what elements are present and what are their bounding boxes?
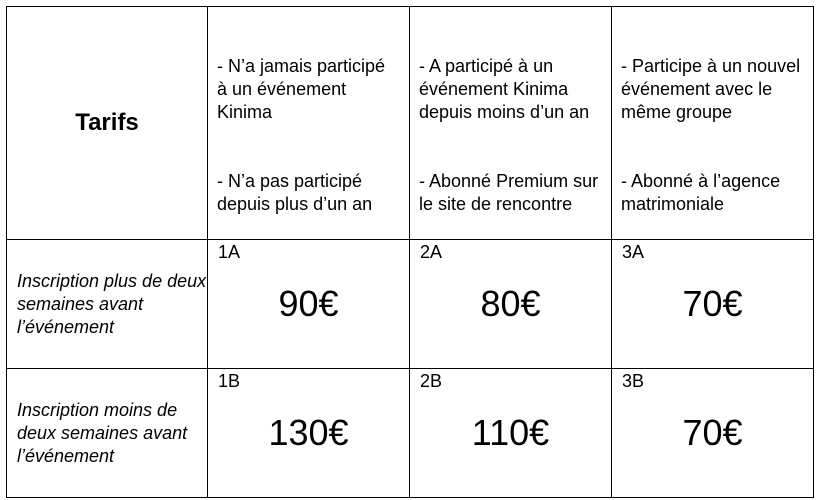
condition-list-1 — [208, 7, 409, 239]
condition-item: - N’a jamais participé à un événement Kinima — [217, 56, 386, 122]
price-cell-3a — [612, 240, 814, 369]
row-label-cell-a — [7, 240, 208, 369]
price-code: 3B — [622, 371, 645, 391]
price-code: 2B — [420, 371, 443, 391]
condition-list-3 — [612, 7, 813, 239]
condition-cell-2 — [410, 7, 612, 240]
header-row — [7, 7, 814, 240]
price-code: 2A — [420, 242, 443, 262]
condition-item: - Abonné à l’agence matrimoniale — [621, 171, 781, 214]
condition-list-2 — [410, 7, 611, 239]
title-cell — [7, 7, 208, 240]
row-label: Inscription moins de deux semaines avant l’événement — [17, 399, 188, 466]
condition-item: - N’a pas participé depuis plus d’un an — [217, 171, 373, 214]
pricing-table — [6, 6, 814, 498]
price-cell-3b — [612, 369, 814, 498]
price-cell-2a — [410, 240, 612, 369]
condition-cell-1 — [208, 7, 410, 240]
price-row-a — [7, 240, 814, 369]
price-code: 1A — [218, 242, 241, 262]
condition-cell-3 — [612, 7, 814, 240]
condition-item: - A participé à un événement Kinima depuis moins d’un an — [419, 56, 590, 122]
price-code: 1B — [218, 371, 241, 391]
row-label-cell-b — [7, 369, 208, 498]
table-title: Tarifs — [75, 109, 139, 136]
price-value: 80€ — [480, 283, 541, 324]
price-value: 70€ — [682, 283, 743, 324]
price-value: 110€ — [471, 412, 550, 453]
price-value: 70€ — [682, 412, 743, 453]
price-value: 130€ — [268, 412, 349, 453]
price-cell-1b — [208, 369, 410, 498]
price-row-b — [7, 369, 814, 498]
condition-item: - Participe à un nouvel événement avec le même groupe — [621, 56, 801, 122]
price-cell-1a — [208, 240, 410, 369]
price-cell-2b — [410, 369, 612, 498]
price-value: 90€ — [278, 283, 339, 324]
condition-item: - Abonné Premium sur le site de rencontre — [419, 171, 599, 214]
price-code: 3A — [622, 242, 645, 262]
row-label: Inscription plus de deux semaines avant l’événement — [17, 270, 207, 337]
